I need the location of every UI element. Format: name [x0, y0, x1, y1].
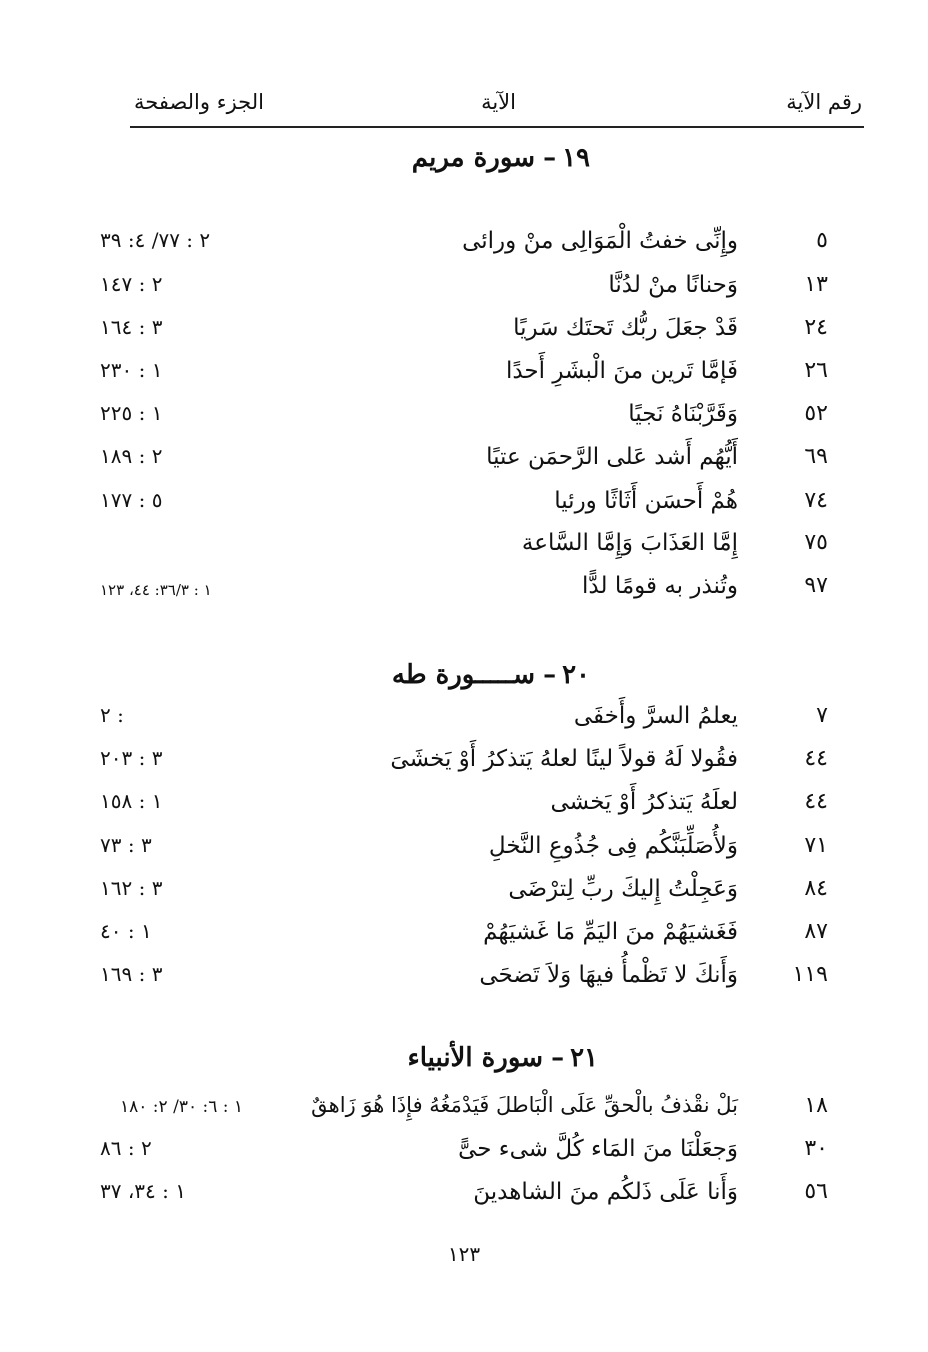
part-page-ref: ٢ : ١٤٧ [100, 272, 163, 296]
ayah-text: إِمَّا العَذَابَ وَإِمَّا السَّاعة [521, 530, 738, 556]
part-page-ref: ١ : ٢٢٥ [100, 401, 163, 425]
table-row [0, 530, 928, 572]
table-row [0, 315, 928, 357]
ayah-text: يعلمُ السرَّ وأَخفَى [573, 703, 738, 729]
part-page-ref: ٣ : ١٦٩ [100, 962, 163, 986]
part-page-ref: ١ : ٣٤، ٣٧ [100, 1179, 186, 1203]
ayah-text: وَعَجِلْتُ إِليكَ ربِّ لِترْضَى [508, 876, 738, 902]
ayah-text: وَقَرَّبْنَاهُ نَجيًا [628, 401, 738, 427]
part-page-ref: ٢ : ٧٧/ ٤: ٣٩ [100, 228, 211, 252]
verse-number: ١٣ [804, 272, 828, 297]
table-row [0, 1179, 928, 1221]
verse-number: ٦٩ [804, 444, 828, 469]
part-page-ref: ٢ : [100, 703, 124, 727]
surah-title: ١٩–سورة مريم [411, 143, 590, 173]
part-page-ref: ٢ : ١٨٩ [100, 444, 163, 468]
table-row [0, 962, 928, 1004]
ayah-text: فقُولا لَهُ قولاً لينًا لعلهُ يَتذكرُ أَوْ يَخشَىَ [390, 746, 738, 772]
table-row [0, 876, 928, 918]
header-part-page: الجزء والصفحة [134, 90, 264, 114]
table-row [0, 833, 928, 875]
surah-name: ســـــورة طه [391, 660, 536, 690]
ayah-text: وتُنذر به قومًا لدًّا [582, 573, 738, 599]
verse-number: ١٨ [804, 1093, 828, 1118]
ayah-text: قَدْ جعَلَ ربُّك تَحتَك سَريًا [513, 315, 738, 341]
part-page-ref: ٣ : ١٦٢ [100, 876, 163, 900]
ayah-text: وَأَنكَ لا تَظْمأُ فيهَا وَلاَ تَضحَى [479, 962, 738, 988]
table-row [0, 444, 928, 486]
table-row [0, 272, 928, 314]
verse-number: ٨٤ [804, 876, 828, 901]
part-page-ref: ٥ : ١٧٧ [100, 488, 163, 512]
table-row [0, 703, 928, 745]
table-row [0, 488, 928, 530]
verse-number: ٢٦ [804, 358, 828, 383]
ayah-text: وَحنانًا منْ لدُنَّا [608, 272, 738, 298]
part-page-ref: ١ : ٢٣٠ [100, 358, 163, 382]
table-row [0, 746, 928, 788]
surah-number: ١٩ [562, 143, 590, 173]
surah-number: ٢١ [570, 1043, 598, 1073]
table-row [0, 358, 928, 400]
part-page-ref: ٣ : ٢٠٣ [100, 746, 163, 770]
surah-number: ٢٠ [562, 660, 590, 690]
verse-number: ٧٤ [804, 488, 828, 513]
table-row [0, 228, 928, 270]
verse-number: ٥ [816, 228, 828, 253]
surah-title: ٢٠–ســـــورة طه [391, 660, 590, 690]
header-ayah: الآية [481, 90, 516, 114]
surah-name: سورة مريم [411, 143, 536, 173]
part-page-ref: ٣ : ١٦٤ [100, 315, 163, 339]
ayah-text: أَيُّهُم أَشد عَلى الرَّحمَن عتيًا [486, 444, 738, 470]
ayah-text: وَجعَلْنَا منَ المَاء كُلَّ شىء حىًّ [458, 1136, 738, 1162]
header-verse-number: رقم الآية [786, 90, 862, 114]
verse-number: ٨٧ [804, 919, 828, 944]
verse-number: ٤٤ [804, 746, 828, 771]
table-row [0, 1136, 928, 1178]
ayah-text: بَلْ نقْذفُ بالْحقِّ عَلَى الْبَاطلَ فَيَدْمَغُهُ فإِذَا هُوَ زَاهقٌ [311, 1093, 738, 1117]
header-rule [130, 126, 864, 128]
verse-number: ٢٤ [804, 315, 828, 340]
page-number: ١٢٣ [447, 1242, 481, 1266]
verse-number: ١١٩ [792, 962, 828, 987]
part-page-ref: ٣ : ٧٣ [100, 833, 152, 857]
verse-number: ٧١ [804, 833, 828, 858]
table-row [0, 1093, 928, 1135]
verse-number: ٥٦ [804, 1179, 828, 1204]
verse-number: ٧٥ [804, 530, 828, 555]
verse-number: ٧ [816, 703, 828, 728]
ayah-text: فَإمَّا تَرين منَ الْبشَرِ أَحدًا [505, 358, 738, 384]
part-page-ref: ١ : ٦: ٣٠/ ٢: ١٨٠ [120, 1097, 244, 1117]
ayah-text: وَلأُصَلِّبَنَّكُم فِى جُذُوعِ النَّخلِ [488, 833, 738, 859]
verse-number: ٣٠ [804, 1136, 828, 1161]
ayah-text: وإِنِّى خفتُ الْمَوَالِى منْ ورائى [462, 228, 738, 254]
ayah-text: لعلَهُ يَتذكرُ أَوْ يَخشى [550, 789, 738, 815]
part-page-ref: ١ : ١٥٨ [100, 789, 163, 813]
part-page-ref: ٢ : ٨٦ [100, 1136, 152, 1160]
part-page-ref: ١ : ٣٦/٣: ٤٤، ١٢٣ [100, 581, 212, 599]
verse-number: ٤٤ [804, 789, 828, 814]
table-row [0, 789, 928, 831]
verse-number: ٩٧ [804, 573, 828, 598]
table-row [0, 573, 928, 615]
table-row [0, 401, 928, 443]
ayah-text: هُمْ أَحسَن أَثَاثًا ورئيا [554, 488, 738, 514]
ayah-text: فَغَشيَهُمْ منَ اليَمِّ مَا غَشيَهُمْ [483, 919, 738, 945]
surah-name: سورة الأنبياء [407, 1043, 544, 1073]
part-page-ref: ١ : ٤٠ [100, 919, 152, 943]
ayah-text: وَأَنا عَلَى ذَلكُم منَ الشاهدينَ [473, 1179, 738, 1205]
surah-title: ٢١–سورة الأنبياء [407, 1043, 598, 1073]
table-row [0, 919, 928, 961]
verse-number: ٥٢ [804, 401, 828, 426]
